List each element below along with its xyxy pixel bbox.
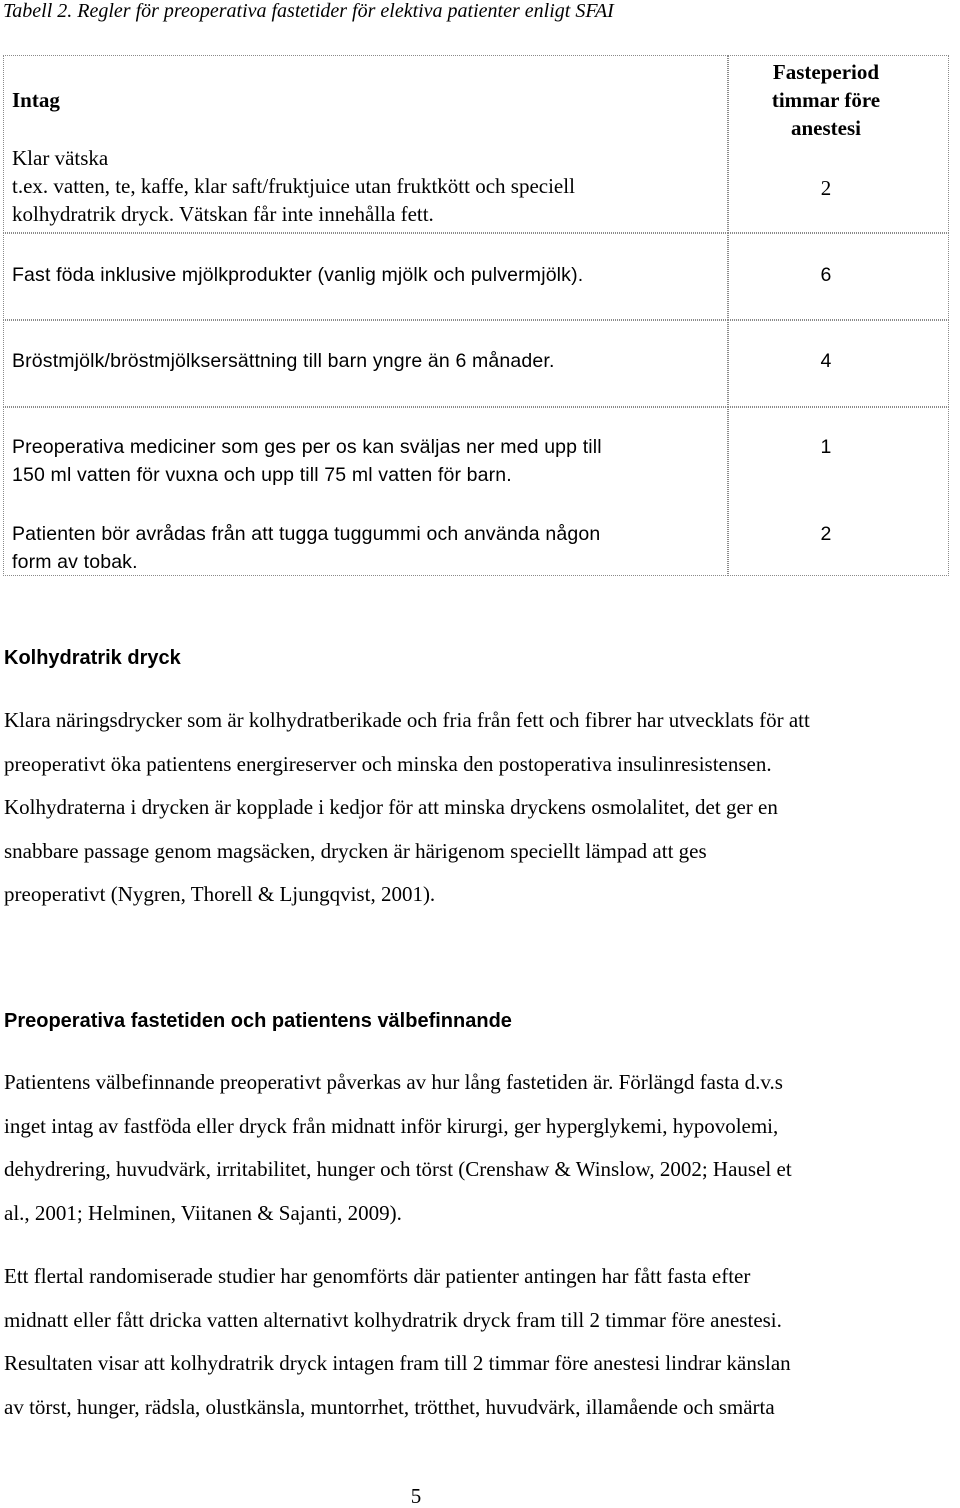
row-value: 6 — [820, 264, 832, 286]
column-header-line: timmar före — [771, 88, 881, 112]
row-text-line: Preoperativa mediciner som ges per os kan sväljas ner med upp till — [12, 436, 602, 458]
paragraph-line: Resultaten visar att kolhydratrik dryck intagen fram till 2 timmar före anestesi lindrar känslan — [4, 1351, 791, 1375]
column-header-fasting-period — [728, 58, 924, 142]
row-value: 4 — [820, 350, 832, 372]
table-row-solid-food: Fast föda inklusive mjölkprodukter (vanlig mjölk och pulvermjölk). — [12, 264, 584, 286]
table-row-medication — [12, 433, 602, 489]
section-heading-fasting-wellbeing: Preoperativa fastetiden och patientens välbefinnande — [4, 1010, 512, 1032]
row-text-line: t.ex. vatten, te, kaffe, klar saft/fruktjuice utan fruktkött och speciell — [12, 174, 575, 198]
paragraph-wellbeing — [4, 1061, 956, 1235]
paragraph-line: snabbare passage genom magsäcken, drycken är härigenom speciellt lämpad att ges — [4, 838, 707, 863]
paragraph-line: midnatt eller fått dricka vatten alternativt kolhydratrik dryck fram till 2 timmar före anestesi. — [4, 1307, 782, 1332]
table-row-chewing-gum-tobacco — [12, 520, 600, 576]
row-text-line: kolhydratrik dryck. Vätskan får inte innehålla fett. — [12, 202, 434, 226]
row-text-line: Klar vätska — [12, 146, 109, 170]
row-text-line: 150 ml vatten för vuxna och upp till 75 ml vatten för barn. — [12, 464, 512, 486]
column-header-line: Fasteperiod — [772, 60, 880, 84]
paragraph-line: preoperativt (Nygren, Thorell & Ljungqvist, 2001). — [4, 882, 436, 906]
table-row-breast-milk: Bröstmjölk/bröstmjölksersättning till barn yngre än 6 månader. — [12, 350, 555, 372]
row-value: 2 — [820, 176, 832, 200]
row-text-line: form av tobak. — [12, 551, 138, 573]
row-text-line: Patienten bör avrådas från att tugga tuggummi och använda någon — [12, 523, 601, 545]
paragraph-line: Ett flertal randomiserade studier har genomförts där patienter antingen har fått fasta efter — [4, 1264, 751, 1288]
column-header-line: anestesi — [791, 116, 861, 140]
column-header-intake: Intag — [12, 88, 60, 112]
table-caption: Tabell 2. Regler för preoperativa fastetider för elektiva patienter enligt SFAI — [3, 0, 614, 22]
page-number: 5 — [410, 1484, 422, 1508]
paragraph-line: Patientens välbefinnande preoperativt påverkas av hur lång fastetiden är. Förlängd fasta d.v.s — [4, 1070, 783, 1094]
paragraph-line: preoperativt öka patientens energireserver och minska den postoperativa insulinresistensen. — [4, 751, 772, 776]
paragraph-studies — [4, 1255, 956, 1429]
section-heading-carb-drink: Kolhydratrik dryck — [4, 647, 181, 669]
paragraph-line: inget intag av fastföda eller dryck från midnatt inför kirurgi, ger hyperglykemi, hypovolemi, — [4, 1113, 779, 1138]
paragraph-line: Kolhydraterna i drycken är kopplade i kedjor för att minska dryckens osmolalitet, det ger en — [4, 795, 778, 819]
row-value: 1 — [820, 436, 832, 458]
table-row-clear-fluid — [12, 144, 575, 228]
paragraph-line: av törst, hunger, rädsla, olustkänsla, muntorrhet, trötthet, huvudvärk, illamående och smärta — [4, 1394, 775, 1419]
paragraph-line: dehydrering, huvudvärk, irritabilitet, hunger och törst (Crenshaw & Winslow, 2002; Hausel et — [4, 1157, 792, 1181]
fasting-rules-table — [3, 55, 949, 576]
paragraph-line: al., 2001; Helminen, Viitanen & Sajanti, 2009). — [4, 1200, 402, 1225]
row-value: 2 — [820, 523, 832, 545]
paragraph-line: Klara näringsdrycker som är kolhydratberikade och fria från fett och fibrer har utvecklats för att — [4, 708, 810, 732]
paragraph-carb-drink — [4, 699, 956, 917]
